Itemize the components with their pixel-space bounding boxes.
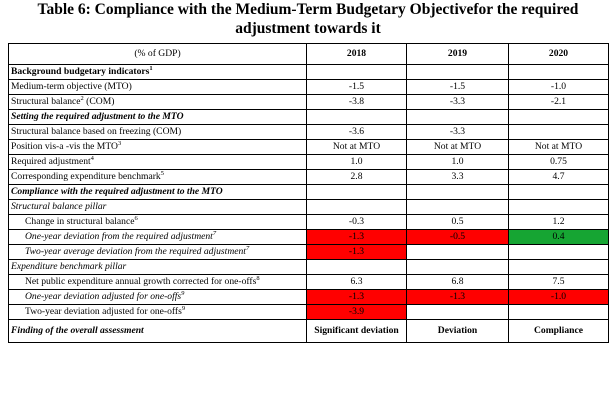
value-cell-2018 [307, 260, 407, 275]
value-cell-2020 [509, 110, 609, 125]
value-cell-2019: -3.3 [407, 95, 509, 110]
value-cell-2019: -1.5 [407, 80, 509, 95]
row-label: Compliance with the required adjustment to the MTO [9, 185, 307, 200]
row-label: Position vis-a -vis the MTO$^3$ [9, 140, 307, 155]
row-label: Corresponding expenditure benchmark$^5$ [9, 170, 307, 185]
value-cell-2018: -3.9 [307, 305, 407, 320]
value-cell-2020: 0.75 [509, 155, 609, 170]
table-row [9, 305, 609, 320]
value-cell-2018: 2.8 [307, 170, 407, 185]
row-label: Net public expenditure annual growth corrected for one-offs$^8$ [9, 275, 307, 290]
table-row [9, 245, 609, 260]
value-cell-2020 [509, 185, 609, 200]
row-label: Expenditure benchmark pillar [9, 260, 307, 275]
table-row [9, 200, 609, 215]
value-cell-2019: -3.3 [407, 125, 509, 140]
table-row [9, 125, 609, 140]
value-cell-2020: 0.4 [509, 230, 609, 245]
value-cell-2018: -3.6 [307, 125, 407, 140]
table-title-line1: Table 6: Compliance with the Medium-Term Budgetary Objectivefor the required [37, 1, 579, 18]
value-cell-2020: Not at MTO [509, 140, 609, 155]
value-cell-2018 [307, 200, 407, 215]
overall-assessment-row [9, 320, 609, 343]
table-row [9, 65, 609, 80]
value-cell-2019: 0.5 [407, 215, 509, 230]
value-cell-2019: -0.5 [407, 230, 509, 245]
value-cell-2018: -1.5 [307, 80, 407, 95]
year-2018: 2018 [307, 44, 407, 65]
table-row [9, 215, 609, 230]
table-row [9, 290, 609, 305]
value-cell-2019 [407, 185, 509, 200]
table-row [9, 260, 609, 275]
value-cell-2019: Deviation [407, 320, 509, 343]
value-cell-2020: -1.0 [509, 80, 609, 95]
value-cell-2019: 6.8 [407, 275, 509, 290]
table-row [9, 170, 609, 185]
value-cell-2019: -1.3 [407, 290, 509, 305]
row-label: Structural balance pillar [9, 200, 307, 215]
value-cell-2020 [509, 200, 609, 215]
value-cell-2019: Not at MTO [407, 140, 509, 155]
value-cell-2020: -2.1 [509, 95, 609, 110]
row-label: Two-year average deviation from the required adjustment$^7$ [9, 245, 307, 260]
value-cell-2018: 6.3 [307, 275, 407, 290]
row-label: Structural balance based on freezing (COM) [9, 125, 307, 140]
value-cell-2018: Significant deviation [307, 320, 407, 343]
row-label: Medium-term objective (MTO) [9, 80, 307, 95]
value-cell-2020 [509, 260, 609, 275]
value-cell-2019 [407, 110, 509, 125]
table-row [9, 230, 609, 245]
compliance-table [8, 43, 609, 343]
value-cell-2018: Not at MTO [307, 140, 407, 155]
row-label: Background budgetary indicators$^1$ [9, 65, 307, 80]
value-cell-2018: -1.3 [307, 230, 407, 245]
year-2019: 2019 [407, 44, 509, 65]
value-cell-2018 [307, 110, 407, 125]
value-cell-2018: -3.8 [307, 95, 407, 110]
row-label: Finding of the overall assessment [9, 320, 307, 343]
year-2020: 2020 [509, 44, 609, 65]
value-cell-2019 [407, 200, 509, 215]
value-cell-2020: 4.7 [509, 170, 609, 185]
value-cell-2019: 1.0 [407, 155, 509, 170]
value-cell-2018: 1.0 [307, 155, 407, 170]
row-label: Required adjustment$^4$ [9, 155, 307, 170]
value-cell-2020: 1.2 [509, 215, 609, 230]
row-label: Change in structural balance$^6$ [9, 215, 307, 230]
value-cell-2019: 3.3 [407, 170, 509, 185]
row-label: Structural balance$^2$ (COM) [9, 95, 307, 110]
table-row [9, 155, 609, 170]
value-cell-2020: -1.0 [509, 290, 609, 305]
value-cell-2019 [407, 245, 509, 260]
value-cell-2020 [509, 245, 609, 260]
table-row [9, 140, 609, 155]
value-cell-2018 [307, 185, 407, 200]
unit-label: (% of GDP) [9, 44, 307, 65]
row-label: Setting the required adjustment to the MTO [9, 110, 307, 125]
table-row [9, 275, 609, 290]
value-cell-2018: -0.3 [307, 215, 407, 230]
value-cell-2020: Compliance [509, 320, 609, 343]
table-row [9, 110, 609, 125]
table-row [9, 80, 609, 95]
value-cell-2020 [509, 125, 609, 140]
table-title [0, 0, 616, 38]
value-cell-2019 [407, 305, 509, 320]
value-cell-2019 [407, 65, 509, 80]
value-cell-2018: -1.3 [307, 290, 407, 305]
table-row [9, 95, 609, 110]
value-cell-2018 [307, 65, 407, 80]
value-cell-2019 [407, 260, 509, 275]
row-label: Two-year deviation adjusted for one-offs$^9$ [9, 305, 307, 320]
value-cell-2020 [509, 65, 609, 80]
row-label: One-year deviation adjusted for one-offs$^9$ [9, 290, 307, 305]
value-cell-2018: -1.3 [307, 245, 407, 260]
table-row [9, 185, 609, 200]
value-cell-2020 [509, 305, 609, 320]
row-label: One-year deviation from the required adjustment$^7$ [9, 230, 307, 245]
header-row [9, 44, 609, 65]
table-title-line2: adjustment towards it [235, 20, 381, 37]
value-cell-2020: 7.5 [509, 275, 609, 290]
